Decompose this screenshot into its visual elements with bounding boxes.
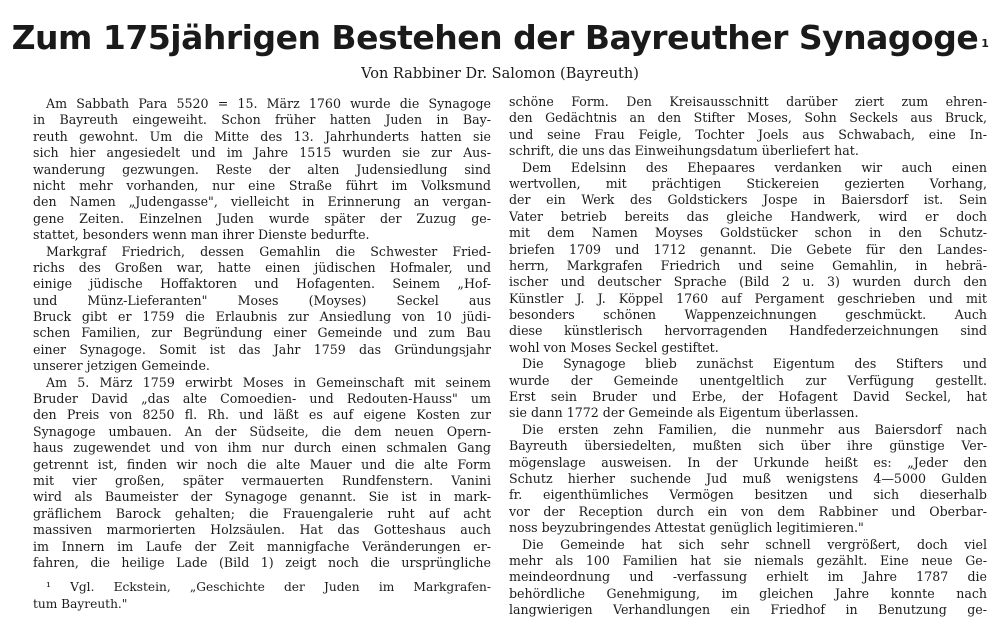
- text-line: Bruder David „das alte Comoedien- und Redouten-Hauss" um: [33, 391, 491, 407]
- text-line: Synagoge umbauen. An der Südseite, die dem neuen Opern-: [33, 423, 491, 439]
- left-column: [33, 96, 491, 612]
- text-line: besonders schönen Wappenzeichnungen geschmückt. Auch: [509, 307, 987, 323]
- text-line: langwierigen Verhandlungen ein Friedhof in Benutzung ge-: [509, 602, 987, 618]
- text-line: haus zugewendet und von ihm nur durch einen schmalen Gang: [33, 440, 491, 456]
- footnote-separator: [33, 571, 491, 579]
- text-line: wurde der Gemeinde unentgeltlich zur Verfügung gestellt.: [509, 372, 987, 388]
- title-footnote-mark: 1: [981, 37, 989, 50]
- article-title: [0, 18, 1000, 58]
- text-line: fr. eigenthümliches Vermögen besitzen und sich dieserhalb: [509, 487, 987, 503]
- text-line: und seine Frau Feigle, Tochter Joels aus Schwabach, eine In-: [509, 126, 987, 142]
- text-line: getrennt ist, finden wir noch die alte Mauer und die alte Form: [33, 456, 491, 472]
- text-line: den Preis von 8250 fl. Rh. und läßt es auf eigene Kosten zur: [33, 407, 491, 423]
- footnote-line: tum Bayreuth.": [33, 596, 128, 611]
- text-line: wird als Baumeister der Synagoge genannt. Sie ist in mark-: [33, 489, 491, 505]
- text-line: unserer jetzigen Gemeinde.: [33, 358, 210, 374]
- text-line: den Gedächtnis an den Stifter Moses, Sohn Seckels aus Bruck,: [509, 110, 987, 126]
- title-text: Zum 175jährigen Bestehen der Bayreuther Synagoge: [11, 18, 979, 57]
- text-line: reuth gewohnt. Um die Mitte des 13. Jahrhunderts hatten sie: [33, 128, 491, 144]
- text-line: massiven marmorierten Holzsäulen. Hat das Gotteshaus auch: [33, 522, 491, 538]
- text-line: nicht mehr vorhanden, nur eine Straße führt im Volksmund: [33, 177, 491, 193]
- text-line: Die ersten zehn Familien, die nunmehr aus Baiersdorf nach: [522, 421, 987, 437]
- text-line: schen Familien, zur Begründung einer Gemeinde und zum Bau: [33, 325, 491, 341]
- text-line: sich hier angesiedelt und im Jahre 1515 wurden sie zur Aus-: [33, 145, 491, 161]
- text-line: briefen 1709 und 1712 genannt. Die Gebete für den Landes-: [509, 241, 987, 257]
- text-line: wertvollen, mit prächtigen Stickereien gezierten Vorhang,: [509, 175, 987, 191]
- text-line: mit dem Namen Moyses Goldstücker schon in den Schutz-: [509, 225, 987, 241]
- text-line: in Bayreuth eingeweiht. Schon früher hatten Juden in Bay-: [33, 112, 491, 128]
- text-line: Bruck gibt er 1759 die Erlaubnis zur Ansiedlung von 10 jüdi-: [33, 309, 491, 325]
- text-line: Künstler J. J. Köppel 1760 auf Pergament geschrieben und mit: [509, 290, 987, 306]
- text-line: ischer und deutscher Sprache (Bild 2 u. 3) wurden durch den: [509, 274, 987, 290]
- text-line: fahren, die heilige Lade (Bild 1) zeigt noch die ursprüngliche: [33, 554, 491, 570]
- text-line: gene Zeiten. Einzelnen Juden wurde später der Zuzug ge-: [33, 210, 491, 226]
- byline: Von Rabbiner Dr. Salomon (Bayreuth): [361, 66, 639, 82]
- text-line: diese künstlerisch hervorragenden Handfederzeichnungen sind: [509, 323, 987, 339]
- text-line: Die Synagoge blieb zunächst Eigentum des Stifters und: [522, 356, 987, 372]
- text-line: gräflichem Barock gehalten; die Frauengalerie ruht auf acht: [33, 505, 491, 521]
- text-line: Dem Edelsinn des Ehepaares verdanken wir auch einen: [522, 159, 987, 175]
- text-line: behördliche Genehmigung, im gleichen Jahre konnte nach: [509, 585, 987, 601]
- text-line: den Namen „Judengasse", vielleicht in Erinnerung an vergan-: [33, 194, 491, 210]
- text-line: der ein Werk des Goldstickers Jospe in Baiersdorf ist. Sein: [509, 192, 987, 208]
- text-line: meindeordnung und -verfassung erhielt im Jahre 1787 die: [509, 569, 987, 585]
- text-line: Bayreuth übersiedelten, mußten sich über ihre günstige Ver-: [509, 438, 987, 454]
- text-line: Am Sabbath Para 5520 = 15. März 1760 wurde die Synagoge: [46, 96, 491, 111]
- text-line: einige jüdische Hoffaktoren und Hofagenten. Seinem „Hof-: [33, 276, 491, 292]
- text-line: und Münz-Lieferanten" Moses (Moyses) Seckel aus: [33, 292, 491, 308]
- footnote-line: ¹ Vgl. Eckstein, „Geschichte der Juden im Markgrafen-: [46, 580, 491, 595]
- text-line: herrn, Markgrafen Friedrich und seine Gemahlin, in hebrä-: [509, 257, 987, 273]
- text-line: mit vier großen, später vermauerten Rundfenstern. Vanini: [33, 472, 491, 488]
- text-line: noss beyzubringendes Attestat genüglich legitimieren.": [509, 520, 864, 536]
- text-line: Schutz hierher suchende Jud muß wenigstens 4—5000 Gulden: [509, 470, 987, 486]
- text-line: wanderung gezwungen. Reste der alten Judensiedlung sind: [33, 161, 491, 177]
- text-line: stattet, besonders wenn man ihrer Dienste bedurfte.: [33, 227, 370, 243]
- text-line: schrift, die uns das Einweihungsdatum überliefert hat.: [509, 143, 859, 159]
- text-line: wohl von Moses Seckel gestiftet.: [509, 339, 719, 355]
- text-line: sie dann 1772 der Gemeinde als Eigentum überlassen.: [509, 405, 859, 421]
- text-line: Erst sein Bruder und Erbe, der Hofagent David Seckel, hat: [509, 389, 987, 405]
- text-line: Markgraf Friedrich, dessen Gemahlin die Schwester Fried-: [46, 243, 491, 259]
- text-line: einer Synagoge. Somit ist das Jahr 1759 das Gründungsjahr: [33, 341, 491, 357]
- text-line: Vater betrieb bereits das gleiche Handwerk, wird er doch: [509, 208, 987, 224]
- text-line: vor der Reception durch ein von dem Rabbiner und Oberbar-: [509, 503, 987, 519]
- text-line: Am 5. März 1759 erwirbt Moses in Gemeinschaft mit seinem: [46, 374, 491, 390]
- text-line: im Innern im Laufe der Zeit mannigfache Veränderungen er-: [33, 538, 491, 554]
- text-line: richs des Großen war, hatte einen jüdischen Hofmaler, und: [33, 259, 491, 275]
- text-line: mehr als 100 Familien hat sie niemals gezählt. Eine neue Ge-: [509, 552, 987, 568]
- text-line: mögenslage ausweisen. In der Urkunde heißt es: „Jeder den: [509, 454, 987, 470]
- text-line: Die Gemeinde hat sich sehr schnell vergrößert, doch viel: [522, 536, 987, 552]
- right-column: [509, 94, 987, 619]
- text-line: schöne Form. Den Kreisausschnitt darüber ziert zum ehren-: [509, 94, 987, 109]
